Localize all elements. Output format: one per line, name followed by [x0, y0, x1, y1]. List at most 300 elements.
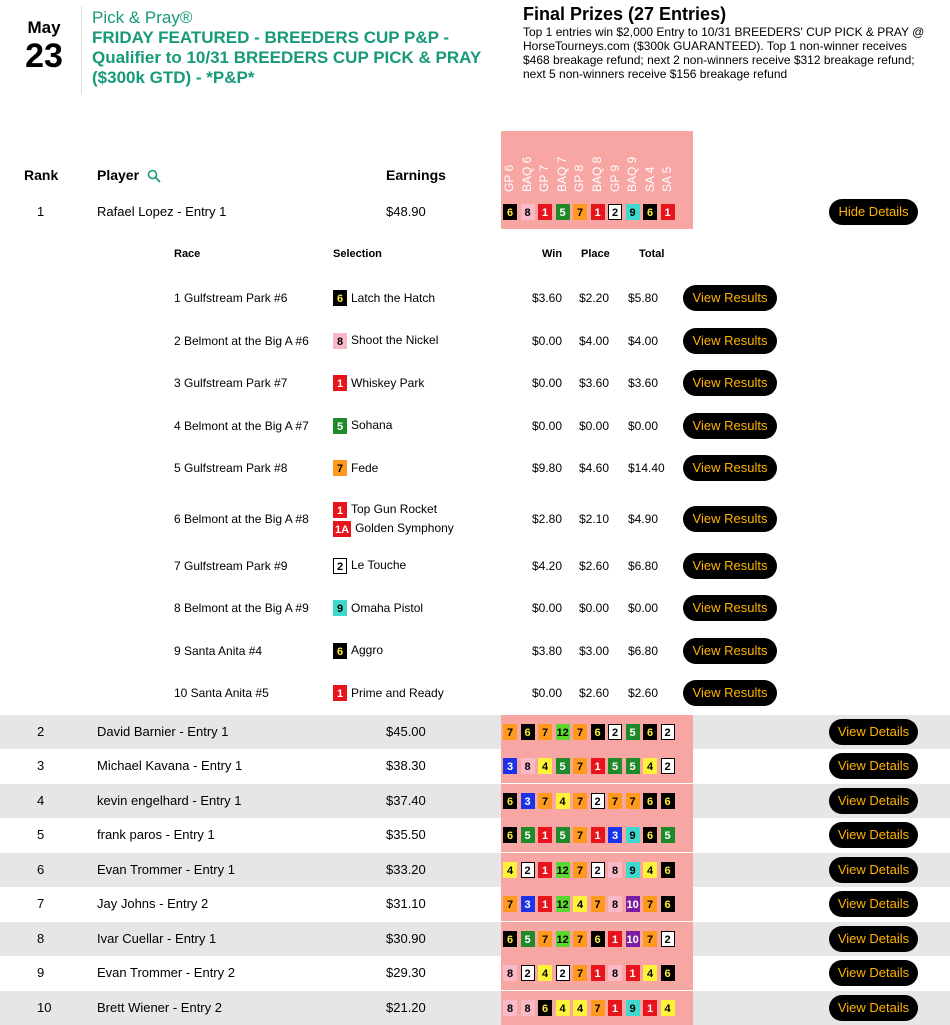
saddlecloth-badge: 8: [503, 965, 517, 981]
saddlecloth-badge: 7: [573, 827, 587, 843]
view-results-button[interactable]: View Results: [683, 455, 777, 481]
saddlecloth-badge: 6: [643, 204, 657, 220]
picks-list: [503, 204, 678, 220]
selection-line: [333, 289, 435, 308]
saddlecloth-badge: 2: [661, 724, 675, 740]
saddlecloth-badge: 7: [573, 931, 587, 947]
selection-line: [333, 331, 438, 350]
race-header: [555, 136, 573, 194]
detail-selection-header: Selection: [333, 248, 382, 260]
saddlecloth-badge: 7: [573, 793, 587, 809]
rank-cell: 10: [37, 1000, 52, 1015]
view-results-button[interactable]: View Results: [683, 370, 777, 396]
saddlecloth-badge: 5: [608, 758, 622, 774]
rank-cell: 7: [37, 896, 45, 911]
saddlecloth-badge: 2: [521, 965, 535, 981]
saddlecloth-badge: 2: [661, 758, 675, 774]
view-details-button[interactable]: View Details: [829, 788, 918, 814]
game-type: Pick & Pray®: [92, 8, 193, 27]
earnings-cell: $38.30: [386, 758, 426, 773]
detail-total: $4.90: [628, 512, 659, 526]
picks-list: [503, 896, 678, 912]
view-results-button[interactable]: View Results: [683, 506, 777, 532]
saddlecloth-badge: 4: [556, 793, 570, 809]
date-block: [20, 18, 68, 74]
player-name[interactable]: Ivar Cuellar - Entry 1: [97, 931, 217, 946]
saddlecloth-badge: 2: [333, 558, 347, 574]
saddlecloth-badge: 6: [503, 793, 517, 809]
tournament-name: FRIDAY FEATURED - BREEDERS CUP P&P - Qualifier to 10/31 BREEDERS CUP PICK & PRAY ($300k GTD) - *P&P*: [92, 28, 481, 87]
prizes-description: Top 1 entries win $2,000 Entry to 10/31 BREEDERS' CUP PICK & PRAY @ HorseTourneys.com ($300k GUARANTEED). Top 1 non-winner receives $468 breakage refund; next 2 non-winners receive $312 breakage refund; next 5 non-winners receive $156 breakage refund: [523, 25, 925, 81]
saddlecloth-badge: 1: [626, 965, 640, 981]
saddlecloth-badge: 1: [591, 204, 605, 220]
saddlecloth-badge: 1: [643, 1000, 657, 1016]
detail-row: [0, 500, 950, 538]
detail-place: $3.00: [579, 643, 610, 658]
saddlecloth-badge: 8: [608, 965, 622, 981]
selection-line: [333, 459, 378, 478]
saddlecloth-badge: 5: [556, 758, 570, 774]
saddlecloth-badge: 7: [573, 204, 587, 220]
detail-selection: [333, 331, 438, 350]
prizes-title: Final Prizes (27 Entries): [523, 4, 727, 24]
view-results-button[interactable]: View Results: [683, 285, 777, 311]
earnings-cell: $30.90: [386, 931, 426, 946]
earnings-cell: $33.20: [386, 862, 426, 877]
saddlecloth-badge: 7: [503, 896, 517, 912]
detail-race: 5 Gulfstream Park #8: [174, 461, 288, 476]
table-row: [0, 715, 950, 749]
detail-race: 4 Belmont at the Big A #7: [174, 418, 309, 433]
view-results-button[interactable]: View Results: [683, 638, 777, 664]
detail-total: $4.00: [628, 333, 659, 348]
saddlecloth-badge: 7: [503, 724, 517, 740]
picks-list: [503, 862, 678, 878]
view-details-button[interactable]: View Details: [829, 857, 918, 883]
picks-list: [503, 758, 678, 774]
horse-name: Sohana: [351, 418, 393, 433]
detail-race: 1 Gulfstream Park #6: [174, 291, 288, 305]
saddlecloth-badge: 3: [521, 896, 535, 912]
player-name[interactable]: Evan Trommer - Entry 2: [97, 965, 235, 980]
detail-selection: [333, 374, 424, 393]
race-header-label: BAQ 9: [625, 156, 640, 192]
saddlecloth-badge: 6: [661, 862, 675, 878]
detail-race: 3 Gulfstream Park #7: [174, 376, 288, 391]
race-header-label: GP 7: [537, 164, 552, 192]
rank-cell: 3: [37, 758, 45, 773]
detail-win: $0.00: [532, 376, 563, 391]
race-header-label: SA 4: [642, 166, 657, 192]
saddlecloth-badge: 2: [591, 793, 605, 809]
race-header: [608, 136, 626, 194]
saddlecloth-badge: 5: [556, 827, 570, 843]
rank-cell: 4: [37, 793, 45, 808]
table-row: [0, 195, 950, 229]
saddlecloth-badge: 5: [626, 758, 640, 774]
picks-list: [503, 793, 678, 809]
saddlecloth-badge: 1: [661, 204, 675, 220]
saddlecloth-badge: 8: [608, 896, 622, 912]
tournament-header: [0, 0, 950, 110]
picks-list: [503, 827, 678, 843]
picks-list: [503, 965, 678, 981]
view-results-button[interactable]: View Results: [683, 553, 777, 579]
detail-win: $4.20: [532, 558, 563, 573]
detail-selection: [333, 684, 444, 703]
detail-selection: [333, 500, 454, 538]
saddlecloth-badge: 10: [626, 931, 640, 947]
selection-line: [333, 641, 383, 660]
detail-win-header: Win: [542, 248, 563, 260]
horse-name: Le Touche: [351, 558, 407, 573]
rank-cell: 6: [37, 862, 45, 877]
detail-place: $0.00: [579, 601, 610, 616]
race-header: [643, 136, 661, 194]
detail-row: [0, 370, 950, 396]
detail-race: 10 Santa Anita #5: [174, 686, 269, 701]
picks-list: [503, 931, 678, 947]
detail-selection: [333, 459, 378, 478]
selection-line: [333, 684, 444, 703]
saddlecloth-badge: 4: [643, 965, 657, 981]
earnings-cell: $31.10: [386, 896, 426, 911]
rank-cell: 2: [37, 724, 45, 739]
table-row: [0, 749, 950, 783]
detail-win: $0.00: [532, 601, 563, 616]
saddlecloth-badge: 1: [608, 1000, 622, 1016]
saddlecloth-badge: 1: [538, 204, 552, 220]
saddlecloth-badge: 6: [591, 724, 605, 740]
saddlecloth-badge: 1: [333, 375, 347, 391]
horse-name: Golden Symphony: [355, 521, 454, 535]
saddlecloth-badge: 1: [538, 896, 552, 912]
saddlecloth-badge: 7: [573, 758, 587, 774]
detail-selection: [333, 641, 383, 660]
horse-name: Omaha Pistol: [351, 600, 424, 615]
saddlecloth-badge: 4: [538, 758, 552, 774]
detail-place: $2.60: [579, 558, 610, 573]
saddlecloth-badge: 2: [556, 965, 570, 981]
table-row: [0, 956, 950, 990]
detail-row: [0, 413, 950, 439]
player-name[interactable]: Brett Wiener - Entry 2: [97, 1000, 222, 1015]
saddlecloth-badge: 9: [333, 600, 347, 616]
race-header-label: GP 8: [572, 164, 587, 192]
detail-win: $0.00: [532, 333, 563, 348]
player-name[interactable]: kevin engelhard - Entry 1: [97, 793, 242, 808]
race-header: [537, 136, 555, 194]
detail-total: $0.00: [628, 418, 659, 433]
saddlecloth-badge: 6: [643, 724, 657, 740]
detail-place: $4.00: [579, 333, 610, 348]
saddlecloth-badge: 6: [643, 793, 657, 809]
earnings-header: Earnings: [386, 167, 446, 183]
race-header: [520, 136, 538, 194]
table-row: [0, 784, 950, 818]
view-details-button[interactable]: View Details: [829, 753, 918, 779]
earnings-cell: $21.20: [386, 1000, 426, 1015]
detail-row: [0, 328, 950, 354]
detail-total: $0.00: [628, 601, 659, 616]
rank-cell: 9: [37, 965, 45, 980]
detail-row: [0, 285, 950, 311]
saddlecloth-badge: 4: [643, 862, 657, 878]
detail-total: $14.40: [628, 461, 665, 476]
tournament-title: [92, 7, 507, 88]
saddlecloth-badge: 7: [643, 931, 657, 947]
detail-place: $3.60: [579, 376, 610, 391]
saddlecloth-badge: 6: [538, 1000, 552, 1016]
race-header: [572, 136, 590, 194]
saddlecloth-badge: 4: [503, 862, 517, 878]
saddlecloth-badge: 9: [626, 862, 640, 878]
detail-total: $3.60: [628, 376, 659, 391]
saddlecloth-badge: 2: [521, 862, 535, 878]
saddlecloth-badge: 5: [521, 931, 535, 947]
horse-name: Top Gun Rocket: [351, 502, 438, 516]
player-name[interactable]: frank paros - Entry 1: [97, 827, 215, 842]
saddlecloth-badge: 9: [626, 1000, 640, 1016]
detail-total-header: Total: [639, 248, 665, 260]
detail-row: [0, 680, 950, 706]
saddlecloth-badge: 6: [333, 643, 347, 659]
saddlecloth-badge: 6: [661, 793, 675, 809]
detail-selection: [333, 556, 406, 575]
table-row: [0, 818, 950, 852]
detail-race: 8 Belmont at the Big A #9: [174, 601, 309, 616]
detail-race: 7 Gulfstream Park #9: [174, 558, 288, 573]
saddlecloth-badge: 1: [538, 827, 552, 843]
horse-name: Aggro: [351, 643, 384, 658]
saddlecloth-badge: 3: [503, 758, 517, 774]
race-header-label: BAQ 8: [590, 156, 604, 192]
saddlecloth-badge: 6: [503, 204, 517, 220]
saddlecloth-badge: 6: [643, 827, 657, 843]
detail-win: $3.60: [532, 291, 563, 305]
view-details-button[interactable]: View Details: [829, 995, 918, 1021]
race-header-label: BAQ 7: [554, 156, 569, 192]
saddlecloth-badge: 7: [643, 896, 657, 912]
saddlecloth-badge: 12: [556, 862, 570, 878]
saddlecloth-badge: 7: [591, 896, 605, 912]
table-row: [0, 922, 950, 956]
saddlecloth-badge: 2: [661, 931, 675, 947]
saddlecloth-badge: 4: [661, 1000, 675, 1016]
saddlecloth-badge: 6: [521, 724, 535, 740]
race-header: [625, 136, 643, 194]
view-details-button[interactable]: View Details: [829, 960, 918, 986]
saddlecloth-badge: 8: [608, 862, 622, 878]
table-row: [0, 991, 950, 1025]
detail-row: [0, 455, 950, 481]
saddlecloth-badge: 7: [591, 1000, 605, 1016]
table-row: [0, 887, 950, 921]
earnings-cell: $45.00: [386, 724, 426, 739]
divider: [81, 6, 82, 94]
saddlecloth-badge: 1: [538, 862, 552, 878]
saddlecloth-badge: 12: [556, 931, 570, 947]
detail-race: 2 Belmont at the Big A #6: [174, 333, 309, 348]
saddlecloth-badge: 5: [661, 827, 675, 843]
table-row: [0, 853, 950, 887]
saddlecloth-badge: 6: [661, 965, 675, 981]
race-header: [590, 136, 608, 194]
saddlecloth-badge: 1: [608, 931, 622, 947]
detail-total: $6.80: [628, 558, 659, 573]
earnings-cell: $29.30: [386, 965, 426, 980]
detail-place: $2.10: [579, 512, 610, 526]
player-name[interactable]: Jay Johns - Entry 2: [97, 896, 209, 911]
saddlecloth-badge: 7: [573, 724, 587, 740]
race-header: [502, 136, 520, 194]
detail-selection: [333, 289, 435, 308]
detail-selection: [333, 599, 423, 618]
detail-place: $2.20: [579, 291, 610, 305]
view-results-button[interactable]: View Results: [683, 595, 777, 621]
saddlecloth-badge: 7: [538, 724, 552, 740]
saddlecloth-badge: 10: [626, 896, 640, 912]
saddlecloth-badge: 8: [521, 204, 535, 220]
view-details-button[interactable]: View Details: [829, 926, 918, 952]
saddlecloth-badge: 1: [591, 758, 605, 774]
saddlecloth-badge: 1A: [333, 521, 351, 537]
saddlecloth-badge: 2: [608, 724, 622, 740]
saddlecloth-badge: 7: [573, 965, 587, 981]
saddlecloth-badge: 12: [556, 724, 570, 740]
view-details-button[interactable]: View Details: [829, 891, 918, 917]
saddlecloth-badge: 3: [521, 793, 535, 809]
saddlecloth-badge: 8: [503, 1000, 517, 1016]
earnings-cell: $37.40: [386, 793, 426, 808]
saddlecloth-badge: 12: [556, 896, 570, 912]
saddlecloth-badge: 8: [521, 758, 535, 774]
saddlecloth-badge: 7: [626, 793, 640, 809]
race-header-label: SA 5: [660, 166, 675, 192]
view-results-button[interactable]: View Results: [683, 413, 777, 439]
selection-line: [333, 556, 406, 575]
detail-row: [0, 553, 950, 579]
saddlecloth-badge: 5: [626, 724, 640, 740]
saddlecloth-badge: 6: [591, 931, 605, 947]
saddlecloth-badge: 1: [333, 685, 347, 701]
saddlecloth-badge: 1: [333, 502, 347, 518]
saddlecloth-badge: 7: [538, 793, 552, 809]
player-header[interactable]: [97, 167, 161, 183]
detail-place-header: Place: [581, 248, 610, 260]
player-name[interactable]: Rafael Lopez - Entry 1: [97, 204, 227, 219]
player-name[interactable]: Evan Trommer - Entry 1: [97, 862, 235, 877]
selection-line: [333, 416, 392, 435]
selection-line: [333, 599, 423, 618]
detail-place: $2.60: [579, 686, 610, 701]
saddlecloth-badge: 4: [573, 896, 587, 912]
date-month: May: [27, 18, 61, 37]
picks-list: [503, 1000, 678, 1016]
rank-cell: 5: [37, 827, 45, 842]
selection-line: [333, 374, 424, 393]
saddlecloth-badge: 1: [591, 827, 605, 843]
detail-race-header: Race: [174, 248, 201, 260]
horse-name: Whiskey Park: [351, 375, 425, 390]
saddlecloth-badge: 9: [626, 827, 640, 843]
selection-line: [333, 519, 454, 538]
detail-selection: [333, 416, 392, 435]
saddlecloth-badge: 5: [333, 418, 347, 434]
player-name[interactable]: Michael Kavana - Entry 1: [97, 758, 243, 773]
picks-list: [503, 724, 678, 740]
player-name[interactable]: David Barnier - Entry 1: [97, 724, 229, 739]
detail-win: $9.80: [532, 461, 563, 476]
saddlecloth-badge: 1: [591, 965, 605, 981]
saddlecloth-badge: 7: [538, 931, 552, 947]
selection-line: [333, 500, 454, 519]
saddlecloth-badge: 7: [608, 793, 622, 809]
saddlecloth-badge: 9: [626, 204, 640, 220]
view-results-button[interactable]: View Results: [683, 680, 777, 706]
rank-cell: 8: [37, 931, 45, 946]
detail-win: $2.80: [532, 512, 563, 526]
detail-place: $0.00: [579, 418, 610, 433]
hide-details-button[interactable]: Hide Details: [829, 199, 918, 225]
race-header: [660, 136, 678, 194]
race-header-label: GP 9: [607, 164, 622, 192]
rank-cell: 1: [37, 204, 45, 219]
prizes-info: [523, 4, 933, 81]
saddlecloth-badge: 3: [608, 827, 622, 843]
horse-name: Prime and Ready: [351, 685, 444, 700]
race-header-label: BAQ 6: [519, 156, 534, 192]
saddlecloth-badge: 6: [333, 290, 347, 306]
player-header-label: Player: [97, 167, 140, 183]
earnings-cell: $48.90: [386, 204, 426, 219]
saddlecloth-badge: 8: [521, 1000, 535, 1016]
saddlecloth-badge: 4: [643, 758, 657, 774]
saddlecloth-badge: 4: [538, 965, 552, 981]
rank-header: Rank: [24, 167, 59, 183]
detail-race: 9 Santa Anita #4: [174, 643, 263, 658]
saddlecloth-badge: 6: [503, 827, 517, 843]
view-details-button[interactable]: View Details: [829, 822, 918, 848]
detail-row: [0, 595, 950, 621]
horse-name: Latch the Hatch: [351, 290, 436, 305]
search-icon[interactable]: [147, 169, 161, 183]
detail-win: $0.00: [532, 418, 563, 433]
detail-win: $0.00: [532, 686, 563, 701]
saddlecloth-badge: 2: [591, 862, 605, 878]
race-header-label: GP 6: [502, 164, 516, 192]
detail-win: $3.80: [532, 643, 563, 658]
saddlecloth-badge: 5: [521, 827, 535, 843]
detail-place: $4.60: [579, 461, 610, 476]
detail-total: $6.80: [628, 643, 659, 658]
saddlecloth-badge: 7: [333, 460, 347, 476]
date-day: 23: [25, 37, 63, 75]
saddlecloth-badge: 5: [556, 204, 570, 220]
saddlecloth-badge: 7: [573, 862, 587, 878]
view-details-button[interactable]: View Details: [829, 719, 918, 745]
detail-row: [0, 638, 950, 664]
saddlecloth-badge: 6: [503, 931, 517, 947]
detail-total: $2.60: [628, 686, 659, 701]
saddlecloth-badge: 4: [573, 1000, 587, 1016]
horse-name: Fede: [351, 460, 379, 475]
horse-name: Shoot the Nickel: [351, 333, 439, 348]
detail-total: $5.80: [628, 291, 659, 305]
view-results-button[interactable]: View Results: [683, 328, 777, 354]
saddlecloth-badge: 4: [556, 1000, 570, 1016]
detail-race: 6 Belmont at the Big A #8: [174, 512, 309, 526]
